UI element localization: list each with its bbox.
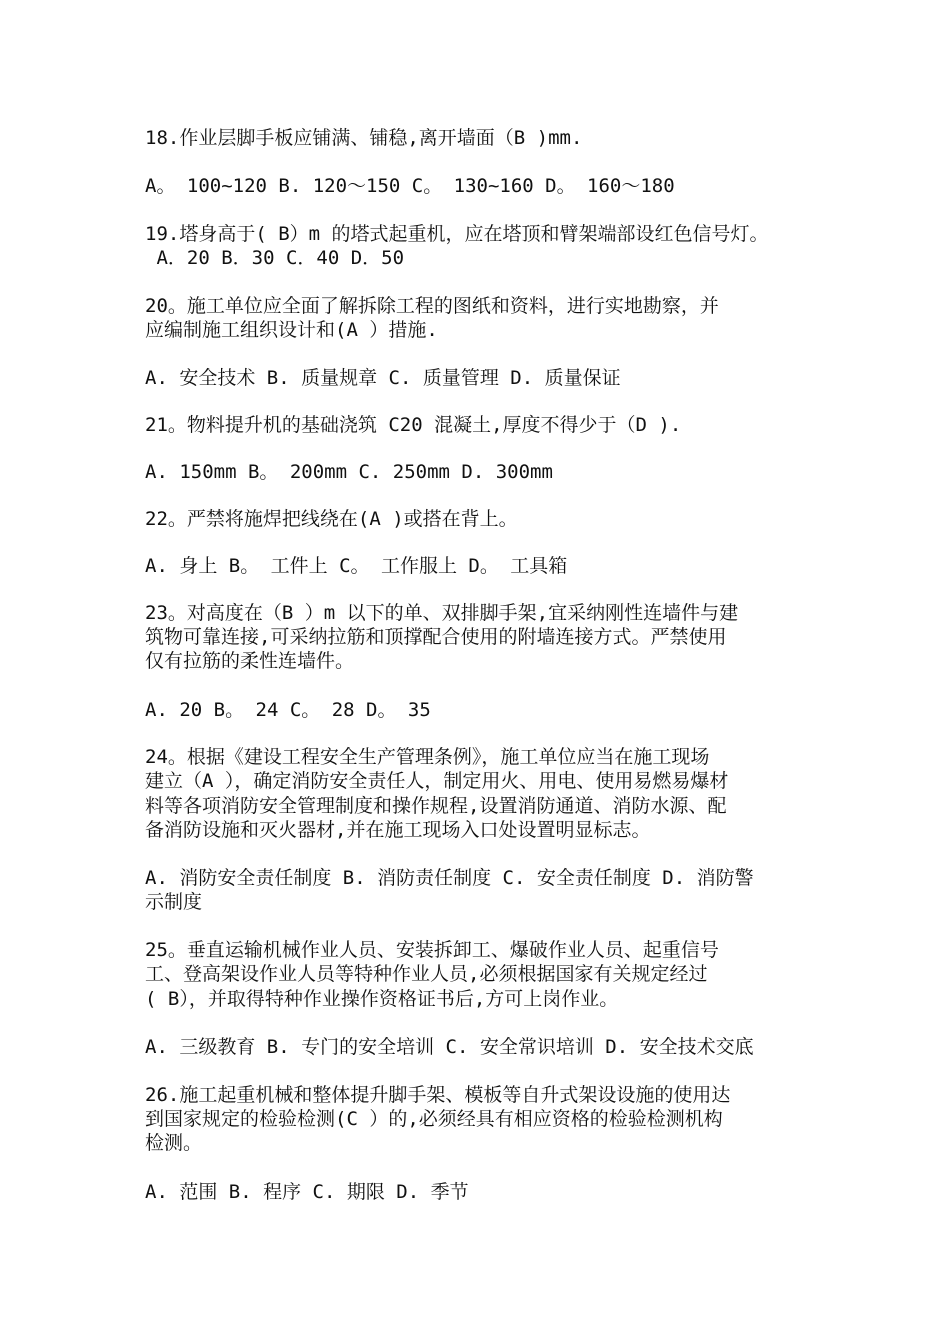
question-25-options: A. 三级教育 B. 专门的安全培训 C. 安全常识培训 D. 安全技术交底 [145,1036,754,1058]
question-22-options: A. 身上 B。 工件上 C。 工作服上 D。 工具箱 [145,555,568,577]
question-26-text-line-1: 26.施工起重机械和整体提升脚手架、模板等自升式架设设施的使用达 [145,1084,731,1106]
question-23-text-line-3: 仅有拉筋的柔性连墙件。 [145,650,355,672]
question-24-options-line-1: A. 消防安全责任制度 B. 消防责任制度 C. 安全责任制度 D. 消防警 [145,867,754,889]
question-20-text-line-1: 20。施工单位应全面了解拆除工程的图纸和资料，进行实地勘察，并 [145,295,719,317]
question-20-text-line-2: 应编制施工组织设计和(A ）措施. [145,319,438,341]
question-24-text-line-3: 料等各项消防安全管理制度和操作规程,设置消防通道、消防水源、配 [145,795,727,817]
question-19-text: 19.塔身高于( B）m 的塔式起重机，应在塔顶和臂架端部设红色信号灯。 [145,223,769,245]
question-20-options: A. 安全技术 B. 质量规章 C. 质量管理 D. 质量保证 [145,367,621,389]
question-21-options: A. 150mm B。 200mm C. 250mm D. 300mm [145,461,553,483]
question-23-text-line-2: 筑物可靠连接,可采纳拉筋和顶撑配合使用的附墙连接方式。严禁使用 [145,626,727,648]
question-24-text-line-1: 24。根据《建设工程安全生产管理条例》，施工单位应当在施工现场 [145,746,710,768]
question-21-text: 21。物料提升机的基础浇筑 C20 混凝土,厚度不得少于（D ). [145,414,682,436]
question-24-options-line-2: 示制度 [145,891,203,913]
question-23-text-line-1: 23。对高度在（B ）m 以下的单、双排脚手架,宜采纳刚性连墙件与建 [145,602,739,624]
question-19-options: A．20 B．30 C．40 D．50 [145,247,405,269]
question-18-text: 18.作业层脚手板应铺满、铺稳,离开墙面（B )mm. [145,127,583,149]
question-26-text-line-2: 到国家规定的检验检测(C ）的,必须经具有相应资格的检验检测机构 [145,1108,723,1130]
question-24-text-line-2: 建立（A ），确定消防安全责任人，制定用火、用电、使用易燃易爆材 [145,770,729,792]
question-18-options: A。 100~120 B. 120～150 C。 130~160 D。 160～180 [145,175,675,197]
question-25-text-line-3: ( B），并取得特种作业操作资格证书后,方可上岗作业。 [145,988,619,1010]
question-25-text-line-1: 25。垂直运输机械作业人员、安装拆卸工、爆破作业人员、起重信号 [145,939,719,961]
question-24-text-line-4: 备消防设施和灭火器材,并在施工现场入口处设置明显标志。 [145,819,651,841]
question-26-text-line-3: 检测。 [145,1132,203,1154]
question-26-options: A. 范围 B. 程序 C. 期限 D. 季节 [145,1181,469,1203]
question-23-options: A. 20 B。 24 C。 28 D。 35 [145,699,431,721]
question-22-text: 22。严禁将施焊把线绕在(A )或搭在背上。 [145,508,518,530]
question-25-text-line-2: 工、登高架设作业人员等特种作业人员,必须根据国家有关规定经过 [145,963,708,985]
